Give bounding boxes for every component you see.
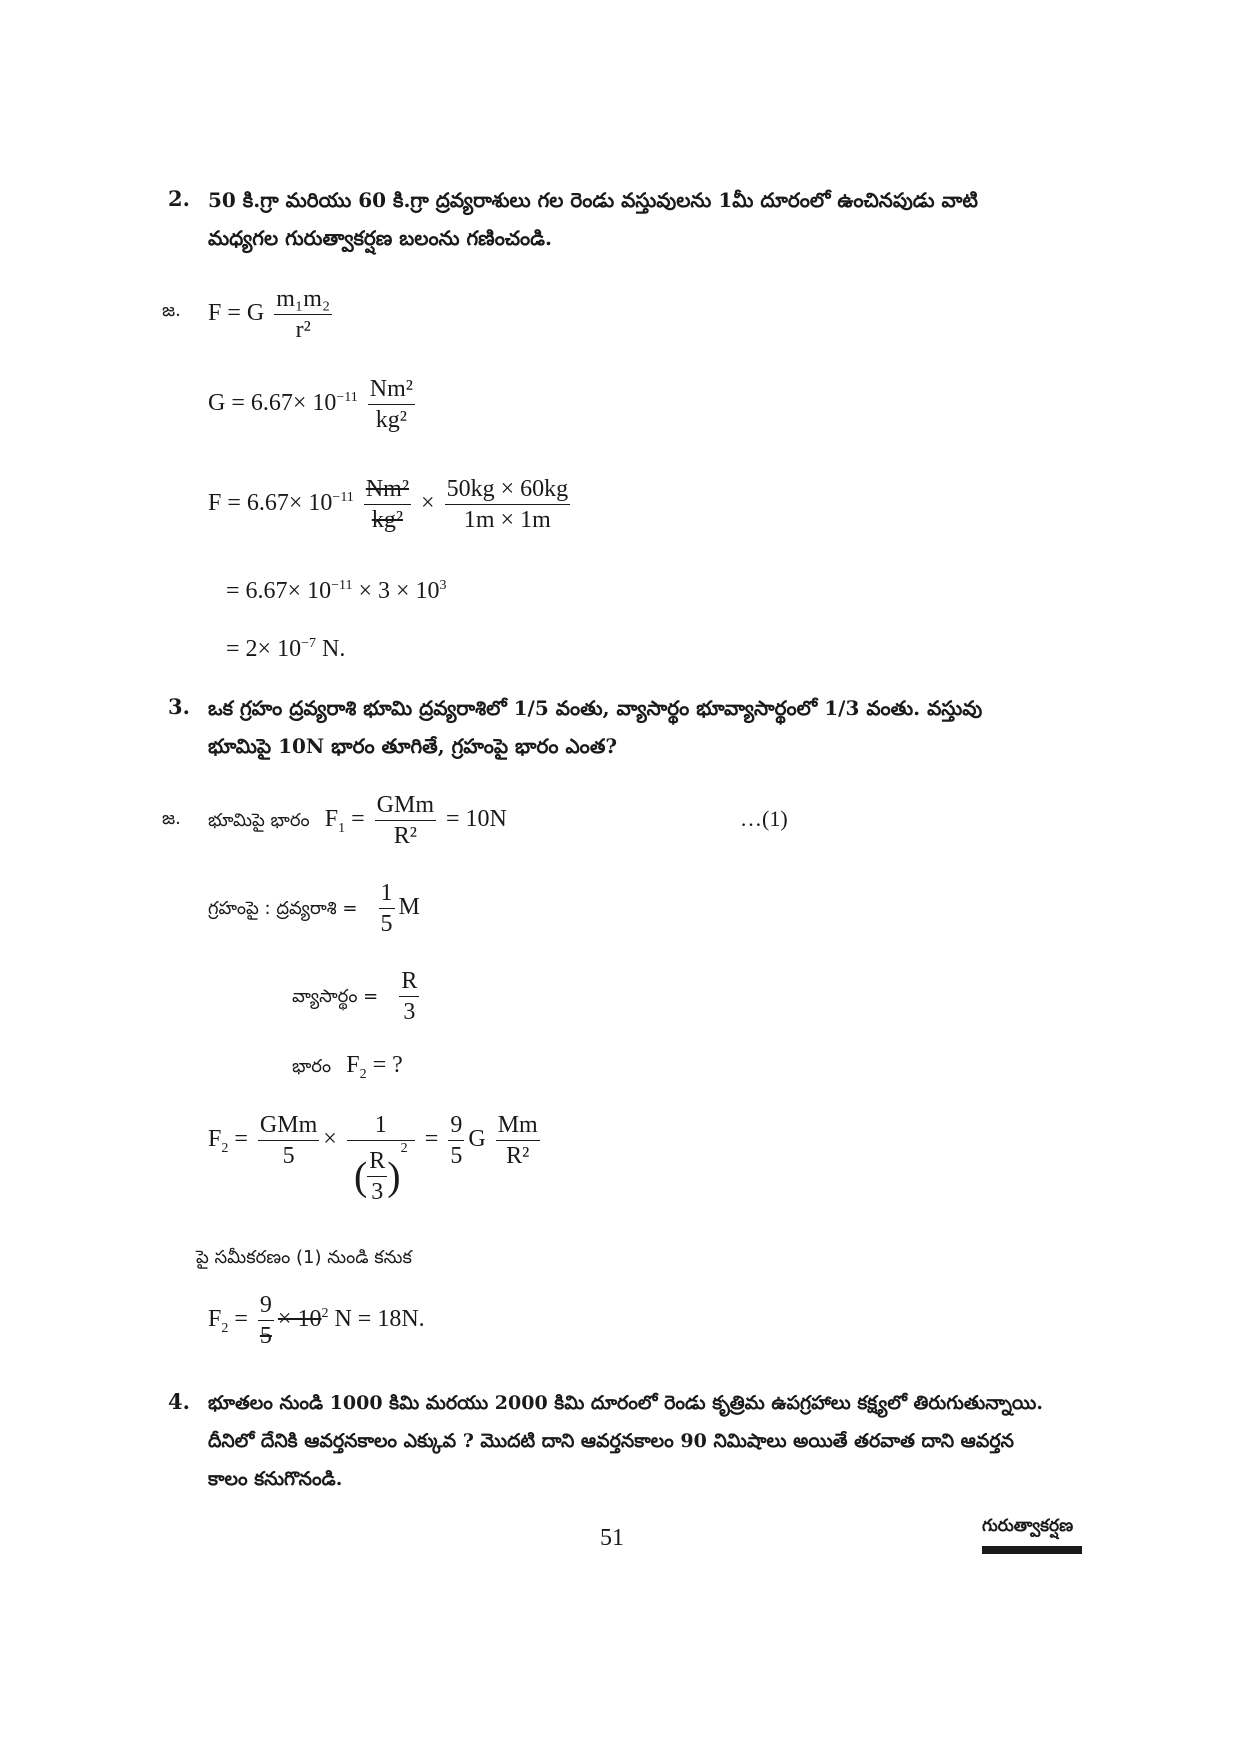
f2-g: G xyxy=(468,1126,486,1153)
force-unit-denominator: kg² xyxy=(371,507,404,533)
mass-fraction xyxy=(379,878,395,939)
question-2-line-1: 50 కి.గ్రా మరియు 60 కి.గ్రా ద్రవ్యరాశులు గల రెండు వస్తువులను 1మీ దూరంలో ఉంచినపుడు వాటి xyxy=(208,188,978,212)
question-4-line-2: దీనిలో దేనికి ఆవర్తనకాలం ఎక్కువ ? మొదటి దాని ఆవర్తనకాలం 90 నిమిషాలు అయితే తరవాత దాని ఆవర్తన xyxy=(208,1430,1014,1452)
f1-numerator: GMm xyxy=(375,790,436,821)
radius-label: వ్యాసార్థం = xyxy=(292,986,379,1008)
gravity-formula xyxy=(208,284,336,345)
g-unit-fraction xyxy=(368,374,415,435)
paren-numerator: R xyxy=(367,1146,387,1177)
f2-fraction-2 xyxy=(347,1110,415,1207)
question-4-text xyxy=(208,1384,1088,1498)
force-unit-fraction xyxy=(364,474,411,535)
weight-unknown: = ? xyxy=(366,1052,403,1078)
paren-exponent: 2 xyxy=(400,1141,408,1156)
question-4-number: 4. xyxy=(168,1389,190,1414)
question-4-line-3: కాలం కనుగొనండి. xyxy=(208,1468,343,1490)
formula-denominator: r² xyxy=(295,317,311,343)
f2-equals: = xyxy=(424,1126,439,1153)
force-substitution xyxy=(208,474,574,535)
g-exponent: −11 xyxy=(336,390,358,406)
radius-fraction xyxy=(399,966,419,1027)
calc-step-2-exp: −7 xyxy=(301,636,316,651)
left-paren: ( xyxy=(353,1153,368,1199)
question-3-line-2: భూమిపై 10N భారం తూగితే, గ్రహంపై భారం ఎంత? xyxy=(208,734,618,758)
times-sign: × xyxy=(421,490,435,517)
f2-subscript: 2 xyxy=(359,1066,367,1082)
g-constant xyxy=(208,374,419,435)
f2-num-4: Mm xyxy=(496,1110,540,1141)
calc-step-2-base: = 2× 10 xyxy=(226,636,302,662)
planet-radius-line xyxy=(292,966,423,1027)
final-numerator: 9 xyxy=(258,1290,274,1321)
distance-product: 1m × 1m xyxy=(463,507,551,533)
planet-weight-line xyxy=(292,1052,403,1083)
mass-denominator: 5 xyxy=(380,911,393,937)
mass-symbol: M xyxy=(398,894,420,921)
calc-step-1 xyxy=(226,578,447,605)
paren-denominator: 3 xyxy=(371,1178,384,1205)
f2-symbol: F xyxy=(346,1052,360,1078)
g-unit-denominator: kg² xyxy=(375,407,407,433)
from-equation-note xyxy=(196,1247,412,1272)
final-fraction xyxy=(258,1290,274,1351)
question-3-line-1: ఒక గ్రహం ద్రవ్యరాశి భూమి ద్రవ్యరాశిలో 1/5 వంతు, వ్యాసార్థం భూవ్యాసార్థంలో 1/3 వంతు. వస్తువు xyxy=(208,696,983,720)
f2-lhs-sub: 2 xyxy=(221,1140,229,1156)
f2-derivation: $F_2$ = $\frac{\text{GMm}}{5}$ × 1 ( $\frac{R}{3}$ )$^2$ = $\frac{9}{5}$ G $\frac{Mm}{\text{R²}}$ xyxy=(208,1112,538,1205)
answer-3-label: జ. xyxy=(162,808,181,829)
mass-product: 50kg × 60kg xyxy=(445,474,571,505)
f1-symbol: F xyxy=(324,806,339,833)
final-lhs: F xyxy=(208,1306,222,1333)
planet-mass-label: గ్రహంపై : ద్రవ్యరాశి = xyxy=(208,898,358,920)
weight-label: భారం xyxy=(292,1056,332,1077)
f2-den-1: 5 xyxy=(282,1143,295,1169)
question-3-number: 3. xyxy=(168,694,190,719)
chapter-title: గురుత్వాకర్షణ xyxy=(982,1516,1074,1536)
mass-distance-fraction xyxy=(445,474,571,535)
f2-den-3: 5 xyxy=(450,1143,463,1169)
formula-fraction xyxy=(274,284,332,345)
f2-num-3: 9 xyxy=(448,1110,464,1141)
final-lhs-sub: 2 xyxy=(221,1320,229,1336)
formula-numerator: m₁m₂ xyxy=(274,284,332,315)
question-2-line-2: మధ్యగల గురుత్వాకర్షణ బలంను గణించండి. xyxy=(208,226,552,250)
final-exponent: 2 xyxy=(321,1306,329,1322)
f2-fraction-4 xyxy=(496,1110,540,1171)
force-unit-numerator: Nm² xyxy=(364,474,411,505)
g-lhs: G = 6.67× 10 xyxy=(208,390,337,417)
calc-step-1-base: = 6.67× 10 xyxy=(226,578,332,604)
f2-fraction-3 xyxy=(448,1110,464,1171)
question-2-number: 2. xyxy=(168,186,190,211)
question-2-text xyxy=(208,181,1088,257)
from-equation-text: పై సమీకరణం (1) నుండి కనుక xyxy=(196,1247,412,1268)
question-3-text xyxy=(208,689,1088,765)
final-rest: N = 18N. xyxy=(328,1306,425,1333)
question-4-line-1: భూతలం నుండి 1000 కిమి మరయు 2000 కిమి దూరంలో రెండు కృత్రిమ ఉపగ్రహాలు కక్ష్యలో తిరుగుతున్నాయి. xyxy=(208,1392,1043,1414)
calc-step-1-rest: × 3 × 10 xyxy=(352,578,440,604)
f1-rhs: = 10N xyxy=(445,806,507,833)
f2-lhs: F xyxy=(208,1126,222,1153)
calc-step-1-exp: −11 xyxy=(331,578,353,593)
right-paren: ) xyxy=(387,1153,401,1199)
calc-step-2-rest: N. xyxy=(315,636,346,662)
calc-step-1-exp2: 3 xyxy=(439,578,447,593)
page-number: 51 xyxy=(600,1525,624,1551)
final-mid: × 10 xyxy=(277,1306,322,1333)
earth-weight-label: భూమిపై భారం xyxy=(208,810,310,832)
g-unit-numerator: Nm² xyxy=(368,374,415,405)
footer-bar xyxy=(982,1546,1082,1554)
f2-num-1: GMm xyxy=(258,1110,319,1141)
f1-denominator: R² xyxy=(393,823,417,849)
planet-mass-line xyxy=(208,878,420,939)
f2-fraction-1 xyxy=(258,1110,319,1171)
answer-2-label: జ. xyxy=(162,300,181,321)
earth-weight-equation: భూమిపై భారం $F_1$ = $\frac{\text{GMm}}{\text{R²}}$ = 10N xyxy=(208,792,507,849)
final-denominator: 5 xyxy=(259,1323,272,1349)
f1-subscript: 1 xyxy=(338,820,346,836)
radius-denominator: 3 xyxy=(403,999,416,1025)
radius-numerator: R xyxy=(399,966,419,997)
f1-fraction xyxy=(375,790,436,851)
f2-num-2: 1 xyxy=(347,1110,415,1141)
force-exponent: −11 xyxy=(332,490,354,506)
f2-den-2 xyxy=(352,1141,410,1207)
f2-den-4: R² xyxy=(506,1143,530,1169)
force-lhs: F = 6.67× 10 xyxy=(208,490,333,517)
formula-lhs: F = G xyxy=(208,300,265,327)
final-result: $F_2$ = $\frac{9}{5}$ × $10^2$ N = 18N. xyxy=(208,1292,425,1349)
mass-numerator: 1 xyxy=(379,878,395,909)
calc-step-2 xyxy=(226,636,345,663)
equation-reference: …(1) xyxy=(740,806,788,831)
